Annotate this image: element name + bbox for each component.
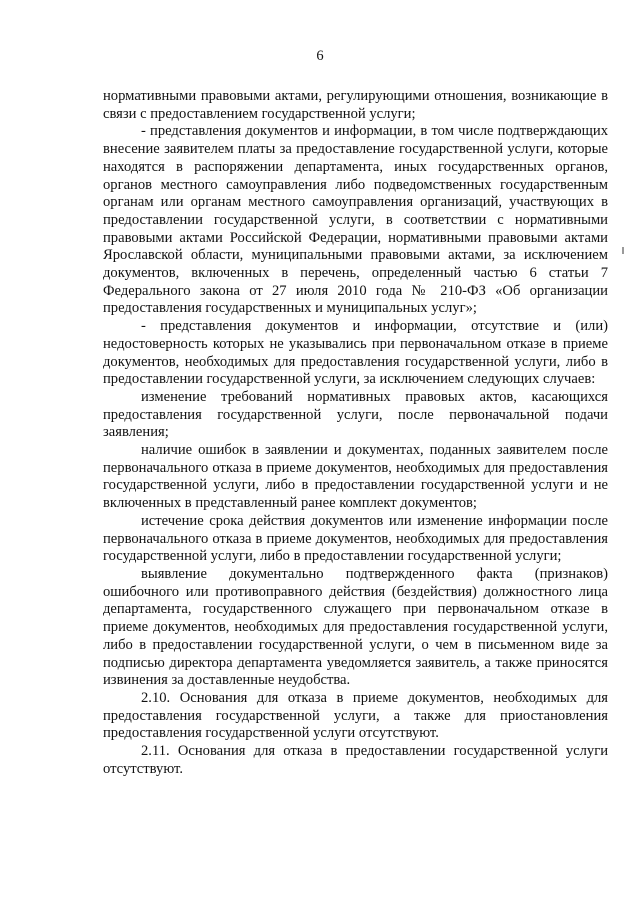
document-body	[103, 88, 608, 778]
scan-margin-mark	[622, 247, 624, 254]
paragraph-section-2-10: 2.10. Основания для отказа в приеме документов, необходимых для предоставления государственной услуги, а также для приостановления предоставления государственной услуги отсутствуют.	[103, 689, 608, 742]
page-number: 6	[316, 48, 324, 64]
paragraph-section-2-11: 2.11. Основания для отказа в предоставлении государственной услуги отсутствуют.	[103, 743, 608, 777]
paragraph-case-errors: наличие ошибок в заявлении и документах, поданных заявителем после первоначального отказа в приеме документов, необходимых для предоставления государственной услуги, либо в предоставлении государственной услуги и не включенных в представленный ранее комплект документов;	[103, 442, 608, 512]
paragraph-list-item-documents: - представления документов и информации, в том числе подтверждающих внесение заявителем платы за предоставление государственной услуги, которые находятся в распоряжении департамента, иных государственных органов, органов местного самоуправления либо подведомственных государственным органам или органам местного самоуправления организаций, участвующих в предоставлении государственной услуги, в соответствии с нормативными правовыми актами Российской Федерации, нормативными правовыми актами Ярославской области, муниципальными правовыми актами, за исключением документов, включенных в перечень, определенный частью 6 статьи 7 Федерального закона от 27 июля 2010 года № 210-ФЗ «Об организации предоставления государственных и муниципальных услуг»;	[103, 123, 608, 317]
paragraph-case-unlawful-action: выявление документально подтвержденного факта (признаков) ошибочного или противоправного действия (бездействия) должностного лица департамента, государственного служащего при первоначальном отказе в приеме документов, необходимых для предоставления государственной услуги, либо в предоставлении государственной услуги, о чем в письменном виде за подписью директора департамента уведомляется заявитель, а также приносятся извинения за доставленные неудобства.	[103, 565, 608, 689]
paragraph-continuation: нормативными правовыми актами, регулирующими отношения, возникающие в связи с предоставлением государственной услуги;	[103, 88, 608, 122]
paragraph-list-item-information: - представления документов и информации, отсутствие и (или) недостоверность которых не указывались при первоначальном отказе в приеме документов, необходимых для предоставления государственной услуги, либо в предоставлении государственной услуги, за исключением следующих случаев:	[103, 318, 608, 388]
paragraph-case-expiration: истечение срока действия документов или изменение информации после первоначального отказа в приеме документов, необходимых для предоставления государственной услуги, либо в предоставлении государственной услуги;	[103, 512, 608, 565]
paragraph-case-requirements-change: изменение требований нормативных правовых актов, касающихся предоставления государственной услуги, после первоначальной подачи заявления;	[103, 388, 608, 441]
